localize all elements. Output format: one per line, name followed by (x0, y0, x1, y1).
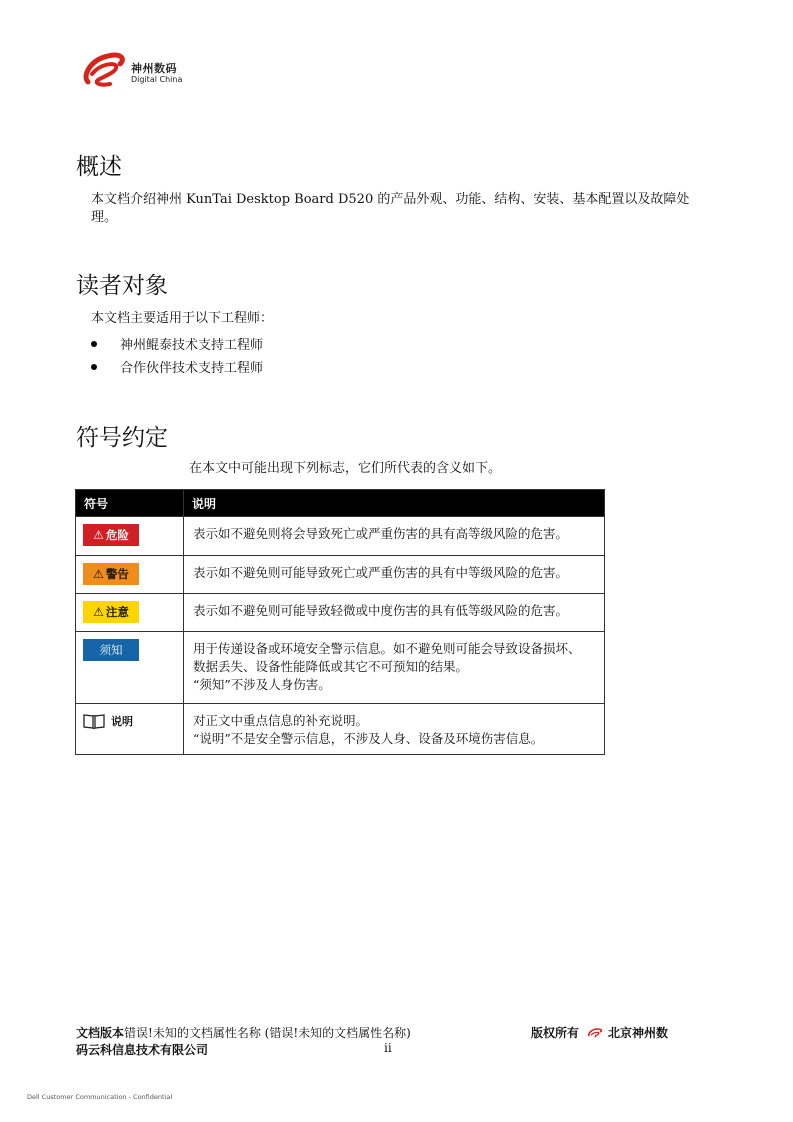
copyright-label: 版权所有 (531, 1026, 580, 1040)
warning-badge: ⚠ 警告 (83, 563, 139, 585)
doc-version (76, 1024, 411, 1041)
row-description: “说明”不是安全警示信息，不涉及人身、设备及环境伤害信息。 (193, 731, 544, 746)
row-description: 表示如不避免则将会导致死亡或严重伤害的具有高等级风险的危害。 (193, 526, 569, 541)
company-name-part2: 码云科信息技术有限公司 (76, 1043, 209, 1057)
caution-badge: ⚠ 注意 (83, 601, 139, 623)
table-row (76, 556, 605, 594)
conventions-intro: 在本文中可能出现下列标志，它们所代表的含义如下。 (189, 461, 502, 476)
table-row (76, 517, 605, 556)
table-header-row (76, 490, 605, 517)
company-logo (80, 50, 200, 94)
conventions-heading: 符号约定 (76, 425, 168, 451)
logo-cn-text: 神州数码 (131, 62, 177, 75)
row-description: 数据丢失、设备性能降低或其它不可预知的结果。 (193, 659, 469, 674)
doc-version-value: 错误!未知的文档属性名称 (错误!未知的文档属性名称) (124, 1026, 411, 1040)
header-description: 说明 (184, 490, 605, 517)
row-description: 表示如不避免则可能导致死亡或严重伤害的具有中等级风险的危害。 (193, 565, 569, 580)
overview-heading: 概述 (76, 154, 122, 180)
table-row (76, 594, 605, 632)
audience-intro: 本文档主要适用于以下工程师： (91, 311, 274, 326)
bullet-icon (91, 341, 97, 347)
warning-triangle-icon: ⚠ (93, 605, 104, 619)
overview-text-line2: 理。 (91, 210, 118, 225)
row-description: 表示如不避免则可能导致轻微或中度伤害的具有低等级风险的危害。 (193, 603, 569, 618)
list-item (91, 337, 263, 360)
row-description: “须知”不涉及人身伤害。 (193, 677, 331, 692)
small-logo-icon (587, 1028, 603, 1038)
note-symbol: 说明 (83, 713, 133, 729)
audience-heading: 读者对象 (76, 273, 168, 299)
audience-list (91, 337, 263, 383)
row-description: 用于传递设备或环境安全警示信息。如不避免则可能会导致设备损坏、 (193, 641, 581, 656)
digital-china-logo-icon (80, 50, 128, 90)
warning-triangle-icon: ⚠ (93, 528, 104, 542)
company-name-part1: 北京神州数 (608, 1026, 669, 1040)
copyright (531, 1024, 668, 1041)
danger-badge: ⚠ 危险 (83, 524, 139, 546)
list-item (91, 360, 263, 383)
notice-badge: 须知 (83, 639, 139, 661)
book-icon (83, 713, 105, 729)
overview-text-line1: 本文档介绍神州 KunTai Desktop Board D520 的产品外观、功能、结构、安装、基本配置以及故障处 (91, 192, 690, 207)
logo-en-text: Digital China (131, 75, 183, 84)
confidential-notice: Dell Customer Communication - Confidential (27, 1093, 173, 1101)
warning-triangle-icon: ⚠ (93, 567, 104, 581)
page-number: ii (384, 1041, 392, 1055)
symbol-conventions-table (75, 489, 605, 755)
company-name-part2-row (76, 1041, 208, 1058)
table-row (76, 704, 605, 755)
row-description: 对正文中重点信息的补充说明。 (193, 713, 369, 728)
bullet-icon (91, 364, 97, 370)
list-item-text: 合作伙伴技术支持工程师 (120, 361, 264, 376)
doc-version-label: 文档版本 (76, 1026, 125, 1040)
list-item-text: 神州鲲泰技术支持工程师 (120, 338, 264, 353)
table-row (76, 632, 605, 704)
header-symbol: 符号 (76, 490, 184, 517)
